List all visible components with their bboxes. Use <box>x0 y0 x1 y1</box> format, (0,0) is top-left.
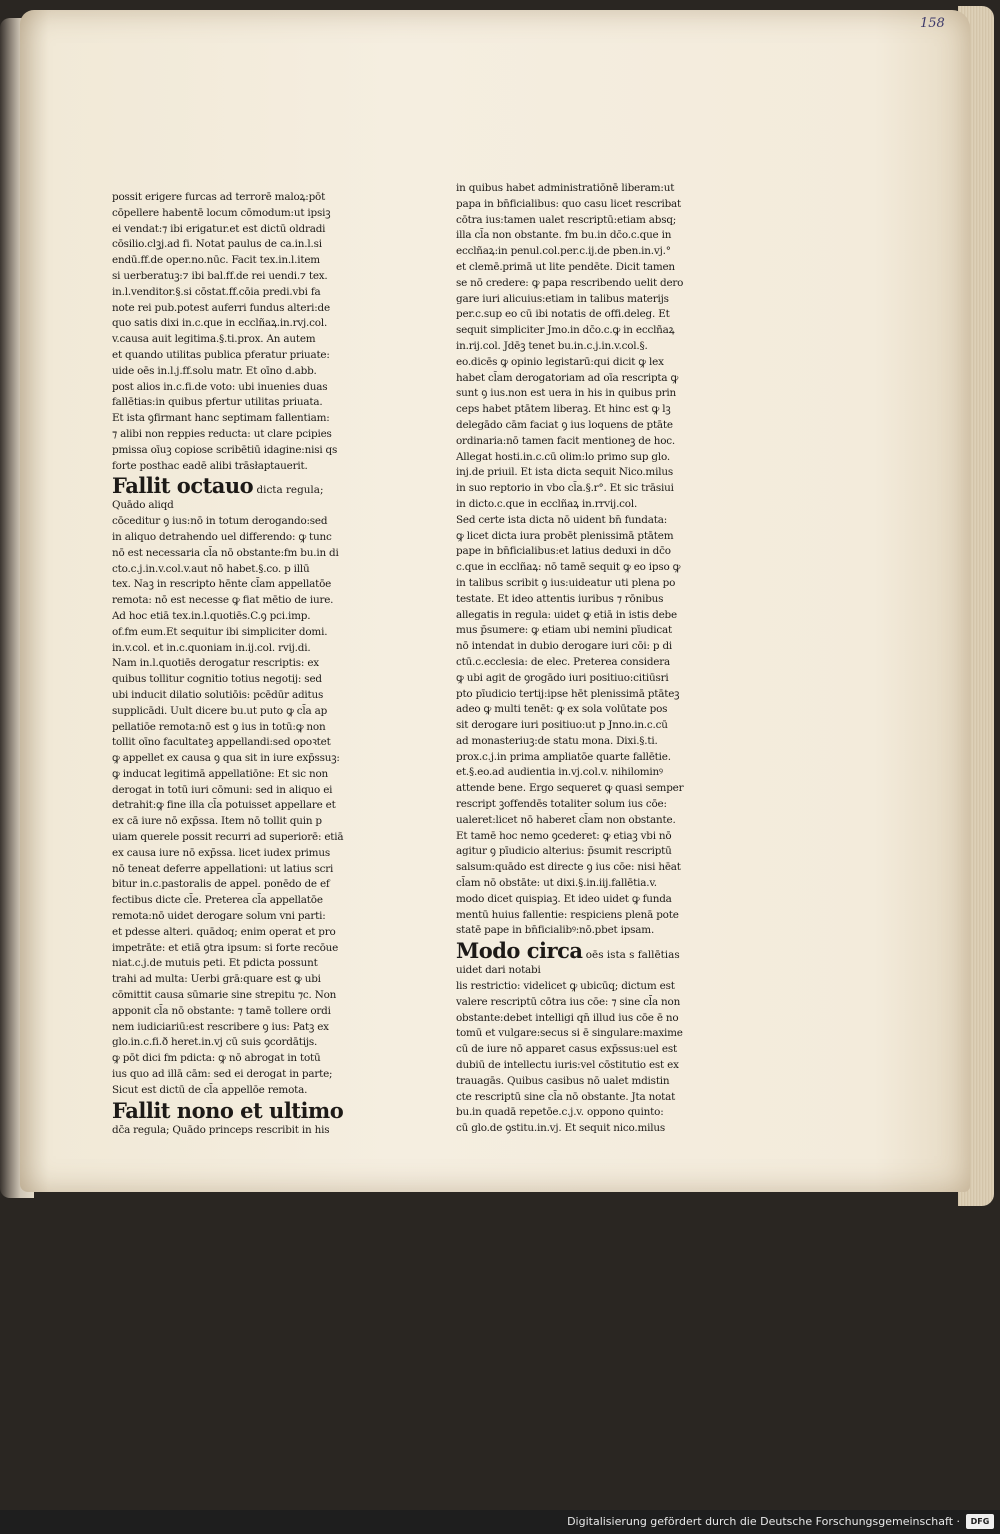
text-line: pape in bn̄ficialibus:et latius deduxi in dc̄o <box>456 545 671 558</box>
text-line: dc̄a regula; Quādo princeps rescribit in his <box>112 1123 330 1136</box>
text-line: ꝙ ubi agit de ꝯrogādo iuri positiuo:citiūsri <box>456 671 669 684</box>
text-line: remota:nō uidet derogare solum vni parti: <box>112 910 326 923</box>
section-heading-octauo-continuation: dicta regula; <box>256 484 324 497</box>
text-line: adeo ꝙ multi tenēt: ꝙ ex sola volūtate pos <box>456 703 668 716</box>
section-heading-octauo-initial: Fallit octauo <box>112 473 254 499</box>
text-line: post alios in.c.fi.de voto: ubi inuenies duas <box>112 380 328 393</box>
text-line: ex causa iure nō exp̄ssa. licet iudex primus <box>112 846 330 859</box>
text-line: testate. Et ideo attentis iuribus ⁊ rōnibus <box>456 592 664 605</box>
text-line: nō est necessaria cl̄a nō obstante:fm bu.in di <box>112 546 339 559</box>
text-line: forte posthac eadē alibi trāsłaptauerit. <box>112 459 308 472</box>
text-line: in quibus habet administratiōnē liberam:ut <box>456 182 675 194</box>
right-column <box>456 181 711 1137</box>
text-line: in suo reptorio in vbo cl̄a.§.r°. Et sic trāsiui <box>456 482 674 495</box>
text-line: nō teneat deferre appellationi: ut latius scri <box>112 862 334 875</box>
text-line: per.c.sup eo cū ibi notatis de offi.deleg. Et <box>456 308 670 321</box>
text-line: Et tamē hoc nemo ꝯcederet: ꝙ etiaꝫ vbi nō <box>456 829 672 842</box>
text-line: cōtra ius:tamen ualet rescriptū:etiam absq; <box>456 213 677 226</box>
text-line: pto pīudicio tertij:ipse hēt plenissimā ptāteꝫ <box>456 687 680 700</box>
text-line: agitur ꝯ pīudicio alterius: p̄sumit rescriptū <box>456 845 672 858</box>
text-line: ꝙ inducat legitimā appellatiōne: Et sic non <box>112 767 329 780</box>
text-line: cōsilio.clꝫj.ad fi. Notat paulus de ca.in.l.si <box>112 238 322 251</box>
section-heading-nono-initial: Fallit nono et ultimo <box>112 1097 344 1123</box>
text-line: sequit simpliciter Jmo.in dc̄o.c.ꝙ in ecclñaꝝ <box>456 324 675 337</box>
text-line: allegatis in regula: uidet ꝙ etiā in istis debe <box>456 608 677 621</box>
text-line: in aliquo detrahendo uel differendo: ꝙ tunc <box>112 530 332 543</box>
text-line: quibus tollitur cognitio totius negotij: sed <box>112 673 322 686</box>
text-line: c.que in ecclñaꝝ: nō tamē sequit ꝙ eo ipso ꝙ <box>456 561 681 574</box>
text-line: detrahit:ꝙ fine illa cl̄a potuisset appellare et <box>112 799 336 812</box>
text-line: et clemē.primā ut lite pendēte. Dicit tamen <box>456 260 675 273</box>
text-line: uiam querele possit recurri ad superiorē: etiā <box>112 831 344 844</box>
text-line: quo satis dixi in.c.que in ecclñaꝝ.in.rvj.col. <box>112 317 328 330</box>
text-line: ubi inducit dilatio solutiōis: pcēdūr aditus <box>112 688 324 701</box>
text-line: Sed certe ista dicta nō uident bn̄ fundata: <box>456 513 668 526</box>
text-line: pmissa oīuꝫ copiose scribētiū idagine:nisi qs <box>112 443 338 456</box>
text-line: cū de iure nō apparet casus exp̄ssus:uel est <box>456 1043 677 1056</box>
text-line: Ad hoc etiā tex.in.l.quotiēs.C.ꝯ pci.imp. <box>112 609 311 622</box>
text-line: derogat in totū iuri cōmuni: sed in aliquo ei <box>112 783 333 796</box>
text-line: et pdesse alteri. quādoq; enim operat et pro <box>112 925 336 938</box>
left-column <box>112 190 357 1138</box>
text-line: bitur in.c.pastoralis de appel. ponēdo de ef <box>112 878 330 891</box>
text-line: prox.c.j.in prima ampliatōe quarte fallētie. <box>456 750 671 763</box>
text-line: ius quo ad illā cām: sed ei derogat in parte; <box>112 1068 333 1081</box>
text-line: glo.in.c.fi.ð heret.in.vj cū suis ꝯcordātijs. <box>112 1036 318 1049</box>
text-line: in dicto.c.que in ecclñaꝝ in.rrvij.col. <box>456 497 638 510</box>
text-line: tomū et vulgare:secus si ē singulare:maxime <box>456 1027 683 1040</box>
text-line: mentū huius fallentie: respiciens plenā pote <box>456 908 679 921</box>
text-line: ꝙ licet dicta iura probēt plenissimā ptātem <box>456 529 674 542</box>
text-line: se nō credere: ꝙ papa rescribendo uelit dero <box>456 276 684 289</box>
text-line: habet cl̄am derogatoriam ad oīa rescripta ꝙ <box>456 371 679 384</box>
text-line: cū glo.de ꝯstitu.in.vj. Et sequit nico.milus <box>456 1122 666 1135</box>
text-line: lis restrictio: videlicet ꝙ ubicūq; dictum est <box>456 980 675 993</box>
text-line: ualeret:licet nō haberet cl̄am non obstante. <box>456 813 676 826</box>
text-line: niat.c.j.de mutuis peti. Et pdicta possunt <box>112 957 318 970</box>
text-line: cōmittit causa sūmarie sine strepitu ⁊c. Non <box>112 989 337 1002</box>
text-line: tex. Naꝫ in rescripto hēnte cl̄am appellatōe <box>112 578 332 591</box>
text-line: supplicādi. Uult dicere bu.ut puto ꝙ cl̄a ap <box>112 704 328 717</box>
text-line: Nam in.l.quotiēs derogatur rescriptis: ex <box>112 657 319 670</box>
text-line: salsum:quādo est directe ꝯ ius cōe: nisi hēat <box>456 861 681 874</box>
text-line: possit erigere furcas ad terrorē maloꝝ:pōt <box>112 191 326 203</box>
text-line: mus p̄sumere: ꝙ etiam ubi nemini pīudicat <box>456 624 673 637</box>
text-line: remota: nō est necesse ꝙ fiat mētio de iure. <box>112 594 334 607</box>
text-line: et.§.eo.ad audientia in.vj.col.v. nihilominꝰ <box>456 766 663 779</box>
text-line: in talibus scribit ꝯ ius:uideatur uti plena po <box>456 576 676 589</box>
text-line: et quando utilitas publica pferatur priuate: <box>112 348 330 361</box>
text-line: ꝙ appellet ex causa ꝯ qua sit in iure exp̄ssuꝫ: <box>112 752 340 765</box>
text-line: ei vendat:⁊ ibi erigatur.et est dictū oldradi <box>112 222 326 235</box>
section-heading-modo-initial: Modo circa <box>456 938 583 964</box>
text-line: rescript ꝫoffendēs totaliter solum ius cōe: <box>456 798 667 811</box>
text-line: nem iudiciariū:est rescribere ꝯ ius: Patꝫ ex <box>112 1020 329 1033</box>
folio-number: 158 <box>920 16 945 31</box>
text-line: valere rescriptū cōtra ius cōe: ⁊ sine cl̄a non <box>456 995 681 1008</box>
text-line: cto.c.j.in.v.col.v.aut nō habet.§.co. p illū <box>112 562 310 575</box>
text-line: of.fm eum.Et sequitur ibi simpliciter domi. <box>112 625 328 638</box>
text-line: nō intendat in dubio derogare iuri cōi: p di <box>456 640 673 653</box>
text-line: delegādo cām faciat ꝯ ius loquens de ptāte <box>456 418 673 431</box>
text-line: fectibus dicte cl̄e. Preterea cl̄a appellatōe <box>112 894 323 907</box>
text-line: sunt ꝯ ius.non est uera in his in quibus prin <box>456 387 677 400</box>
text-line: trauagās. Quibus casibus nō ualet mdistin <box>456 1074 670 1087</box>
text-line: endū.ff.de oper.no.nūc. Facit tex.in.l.item <box>112 254 320 267</box>
footer-bar <box>0 1510 1000 1534</box>
text-line: obstante:debet intelligi qn̄ illud ius cōe ē no <box>456 1011 679 1024</box>
text-line: fallētias:in quibus pfertur utilitas priuata. <box>112 396 323 409</box>
section-heading-modo <box>456 939 711 963</box>
text-line: uide oēs in.l.j.ff.solu matr. Et oīno d.abb. <box>112 364 317 377</box>
text-line: si uerberatuꝫ:⁊ ibi bal.ff.de rei uendi.⁊ tex. <box>112 269 328 282</box>
text-line: trahi ad multa: Uerbi grā:quare est ꝙ ubi <box>112 973 321 986</box>
text-line: cl̄am nō obstāte: ut dixi.§.in.iij.fallētia.v. <box>456 877 657 890</box>
text-line: illa cl̄a non obstante. fm bu.in dc̄o.c.que in <box>456 229 672 242</box>
footer-credit: Digitalisierung gefördert durch die Deutsche Forschungsgemeinschaft · <box>567 1515 960 1528</box>
text-line: modo dicet quispiaꝫ. Et ideo uidet ꝙ funda <box>456 892 672 905</box>
text-line: in.rij.col. Jdēꝫ tenet bu.in.c.j.in.v.col.§. <box>456 339 648 352</box>
text-line: sit derogare iuri positiuo:ut p Jnno.in.c.cū <box>456 719 668 732</box>
text-line: gare iuri alicuius:etiam in talibus materijs <box>456 292 669 305</box>
text-line: ⁊ alibi non reppies reducta: ut clare pcipies <box>112 427 332 440</box>
text-line: dubiū de intellectu iuris:vel cōstitutio est ex <box>456 1059 679 1072</box>
text-line: Et ista ꝯfirmant hanc septimam fallentiam: <box>112 412 330 425</box>
text-line: apponit cl̄a nō obstante: ⁊ tamē tollere ordi <box>112 1004 331 1017</box>
section-heading-octauo <box>112 474 357 498</box>
text-line: ex cā iure nō exp̄ssa. Item nō tollit quin p <box>112 815 322 828</box>
text-line: in.v.col. et in.c.quoniam in.ij.col. rvij.di. <box>112 641 311 654</box>
text-line: eo.dicēs ꝙ opinio legistarū:qui dicit ꝙ lex <box>456 355 664 368</box>
text-line: inj.de priuil. Et ista dicta sequit Nico.milus <box>456 466 673 479</box>
text-line: tollit oīno facultateꝫ appellandi:sed opoꝛtet <box>112 736 331 749</box>
text-line: Sicut est dictū de cl̄a appellōe remota. <box>112 1083 308 1096</box>
text-line: Allegat hosti.in.c.cū olim:lo primo sup glo. <box>456 450 670 463</box>
text-line: v.causa auit legitima.§.ti.prox. An autem <box>112 333 316 346</box>
dfg-logo: DFG <box>966 1514 994 1529</box>
text-line: ctū.c.ecclesia: de elec. Preterea considera <box>456 655 671 668</box>
text-line: cte rescriptū sine cl̄a nō obstante. Jta notat <box>456 1090 676 1103</box>
section-heading-modo-continuation: oēs ista s fallētias <box>585 949 680 962</box>
text-line: ecclñaꝝ:in penul.col.per.c.ij.de pben.in.vj.° <box>456 245 671 258</box>
section-heading-modo-continuation-2: uidet dari notabi <box>456 964 541 977</box>
text-line: attende bene. Ergo sequeret ꝙ quasi semper <box>456 782 684 795</box>
text-line: cōpellere habentē locum cōmodum:ut ipsiꝫ <box>112 206 331 219</box>
text-line: impetrāte: et etiā ꝯtra ipsum: si forte recōue <box>112 941 339 954</box>
section-heading-nono <box>112 1099 357 1123</box>
text-line: statē pape in bn̄ficialibꝰ:nō.pbet ipsam. <box>456 924 655 937</box>
text-line: bu.in quadā repetōe.c.j.v. oppono quinto: <box>456 1106 664 1119</box>
text-line: note rei pub.potest auferri fundus alteri:de <box>112 301 330 314</box>
text-line: papa in bn̄ficialibus: quo casu licet rescribat <box>456 197 682 210</box>
text-line: ordinaria:nō tamen facit mentioneꝫ de hoc. <box>456 434 676 447</box>
text-line: ceps habet ptātem liberaꝫ. Et hinc est ꝙ lꝫ <box>456 403 671 416</box>
text-line: pellatiōe remota:nō est ꝯ ius in totū:ꝙ non <box>112 720 326 733</box>
section-heading-octauo-continuation-2: Quādo aliqd <box>112 499 174 512</box>
text-line: cōceditur ꝯ ius:nō in totum derogando:sed <box>112 515 328 528</box>
text-line: in.l.venditor.§.si cōstat.ff.cōia predi.vbi fa <box>112 285 321 298</box>
text-line: ꝙ pōt dici fm pdicta: ꝙ nō abrogat in totū <box>112 1052 321 1065</box>
text-line: ad monasteriuꝫ:de statu mona. Dixi.§.ti. <box>456 734 658 747</box>
